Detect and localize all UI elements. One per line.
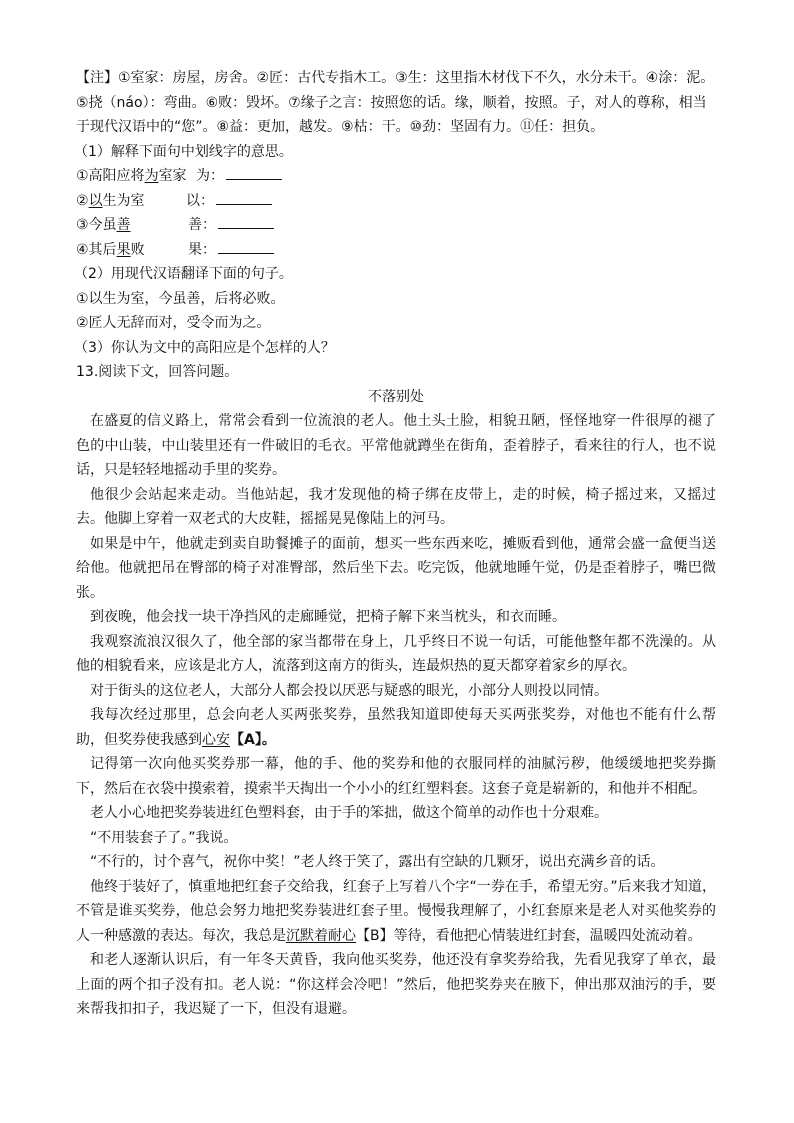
story-paragraph-1: 在盛夏的信义路上，常常会看到一位流浪的老人。他土头土脸，相貌丑陋，怪怪地穿一件很厚的褪了色的中山装，中山装里还有一件破旧的毛衣。平常他就蹲坐在街角，歪着脖子，看来往的行人，也不说话，只是轻轻地摇动手里的奖券。 [76,413,716,478]
question-1-prompt: （1）解释下面句中划线字的意思。 [74,143,293,160]
story-paragraph-4: 到夜晚，他会找一块干净挡风的走廊睡觉，把椅子解下来当枕头，和衣而睡。 [90,609,566,625]
question-13-prompt: 13.阅读下文，回答问题。 [76,364,239,380]
story-paragraph-9: 老人小心地把奖券装进红色塑料套，由于手的笨拙，做这个简单的动作也十分艰难。 [90,805,608,821]
blank-marker-b: 【B】等待，看他把心情装进红封套，温暖四处流动着。 [356,927,702,944]
underlined-phrase-b: 沉默着耐心 [286,927,356,944]
story-paragraph-10: “不用装套子了。”我说。 [90,829,238,846]
item-1-sentence: ①高阳应将为室家 [76,168,187,184]
underlined-phrase-a: 心安 [202,731,230,748]
question-1-item-2 [76,189,716,214]
story-paragraph-6: 对于街头的这位老人，大部分人都会投以厌恶与疑惑的眼光，小部分人则投以同情。 [90,682,608,699]
question-2-sentence-1: ①以生为室，今虽善，后将必败。 [76,290,285,307]
item-4-sentence: ④其后果败 [76,241,145,258]
story-paragraph-7: 我每次经过那里，总会向老人买两张奖券，虽然我知道即使每天买两张奖券，对他也不能有什么帮助，但奖券使我感到心安【A】。 [76,707,716,748]
story-paragraph-13: 和老人逐渐认识后，有一年冬天黄昏，我向他买奖券，他还没有拿奖券给我，先看见我穿了单衣，最上面的两个扣子没有扣。老人说：“你这样会冷吧！”然后，他把奖券夹在腋下，伸出那双油污的手，要来帮我扣扣子，我迟疑了一下，但没有退避。 [76,952,716,1017]
item-3-sentence: ③今虽善 [76,217,131,233]
item-3-key: 善： [188,217,216,233]
story-paragraph-3: 如果是中午，他就走到卖自助餐摊子的面前，想买一些东西来吃，摊贩看到他，通常会盛一盒便当送给他。他就把吊在臀部的椅子对准臀部，然后坐下去。吃完饭，他就地睡午觉，仍是歪着脖子，嘴巴微张。 [76,535,716,601]
note-label: 【注】 [76,70,118,86]
question-1-item-3 [76,213,716,238]
question-3-prompt: （3）你认为文中的高阳应是个怎样的人？ [74,339,335,356]
page-content [76,66,716,1022]
item-4-key: 果： [188,241,216,258]
question-2-sentence-2: ②匠人无辞而对，受令而为之。 [76,315,271,331]
story-paragraph-12: 他终于装好了，慎重地把红套子交给我，红套子上写着八个字“一券在手，希望无穷。”后来我才知道，不管是谁买奖券，他总会努力地把奖券装进红套子里。慢慢我理解了，小红套原来是老人对买他奖券的人一种感激的表达。每次，我总是沉默着耐心【B】等待，看他把心情装进红封套，温暖四处流动着。 [76,878,716,944]
item-2-key: 以： [186,192,214,209]
answer-blank-4[interactable] [218,239,274,254]
story-paragraph-11: “不行的，讨个喜气，祝你中奖！”老人终于笑了，露出有空缺的几颗牙，说出充满乡音的话。 [90,854,665,870]
story-paragraph-5: 我观察流浪汉很久了，他全部的家当都带在身上，几乎终日不说一句话，可能他整年都不洗澡的。从他的相貌看来，应该是北方人，流落到这南方的街头，连最炽热的夏天都穿着家乡的厚衣。 [76,633,716,674]
story-paragraph-8: 记得第一次向他买奖券那一幕，他的手、他的奖券和他的衣服同样的油腻污秽，他缓缓地把奖券撕下，然后在衣袋中摸索着，摸索半天掏出一个小小的红红塑料套。这套子竟是崭新的，和他并不相配。 [76,756,716,797]
answer-blank-2[interactable] [216,190,272,205]
underlined-char: 善 [116,217,131,233]
story-title: 不落别处 [368,388,424,405]
blank-marker-a: 【A】。 [230,731,276,748]
story-paragraph-2: 他很少会站起来走动。当他站起，我才发现他的椅子绑在皮带上，走的时候，椅子摇过来，又摇过去。他脚上穿着一双老式的大皮鞋，摇摇晃晃像陆上的河马。 [76,486,716,527]
answer-blank-3[interactable] [218,214,274,229]
answer-blank-1[interactable] [226,165,282,180]
note-text: ①室家：房屋，房舍。②匠：古代专指木工。③生：这里指木材伐下不久，水分未干。④涂：泥。⑤挠（náo）：弯曲。⑥败：毁坏。⑦缘子之言：按照您的话。缘，顺着，按照。子，对人的尊称，相当于现代汉语中的“您”。⑧益：更加，越发。⑨枯：干。⑩劲：坚固有力。⑪任：担负。 [76,70,715,135]
question-1-item-1 [76,164,716,189]
question-1-item-4 [76,238,716,263]
underlined-char: 果 [116,241,131,258]
annotation-note [76,66,716,140]
underlined-char: 为 [144,168,159,184]
underlined-char: 以 [88,192,103,209]
item-2-sentence: ②以生为室 [76,192,145,209]
question-2-prompt: （2）用现代汉语翻译下面的句子。 [74,266,293,282]
item-1-key: 为： [196,168,224,184]
